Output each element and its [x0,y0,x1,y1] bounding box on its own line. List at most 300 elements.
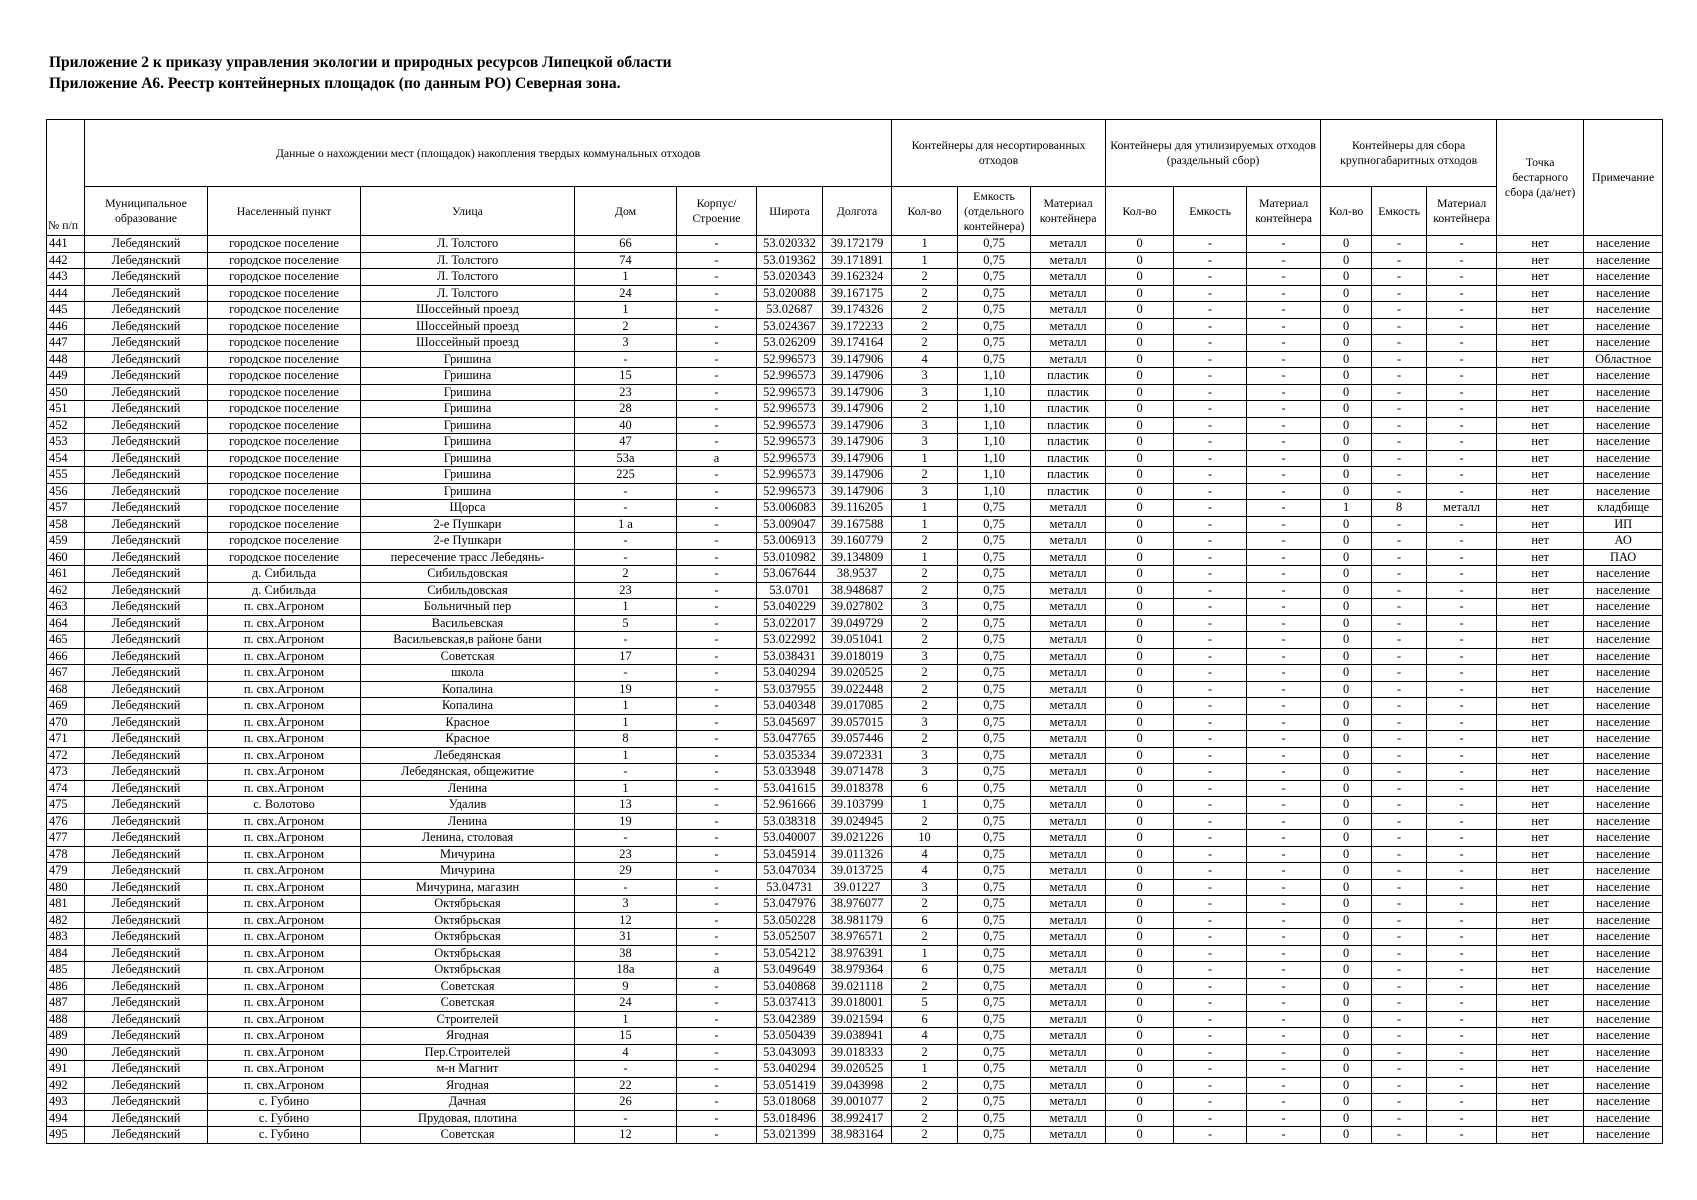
longitude-cell: 39.013725 [823,863,892,880]
recyclable-capacity-cell: - [1174,1094,1247,1111]
table-row [47,351,1663,368]
bulky-count-cell: 0 [1321,698,1372,715]
table-row [47,335,1663,352]
recyclable-count-cell: 0 [1106,830,1174,847]
note-cell: население [1584,698,1663,715]
containerless-cell: нет [1497,978,1584,995]
table-row [47,516,1663,533]
unsorted-capacity-cell: 0,75 [958,1061,1031,1078]
table-row [47,1061,1663,1078]
bulky-capacity-cell: - [1372,648,1427,665]
recyclable-material-cell: - [1247,236,1321,253]
house-cell: 1 [575,698,677,715]
note-cell: население [1584,896,1663,913]
table-row [47,995,1663,1012]
bulky-capacity-cell: - [1372,566,1427,583]
table-row [47,384,1663,401]
row-number-cell: 466 [47,648,85,665]
recyclable-count-cell: 0 [1106,698,1174,715]
header-building: Корпус/ Строение [677,187,757,236]
house-cell: 24 [575,285,677,302]
latitude-cell: 52.996573 [757,450,823,467]
building-cell: - [677,929,757,946]
recyclable-material-cell: - [1247,500,1321,517]
containerless-cell: нет [1497,1061,1584,1078]
recyclable-count-cell: 0 [1106,582,1174,599]
note-cell: население [1584,1094,1663,1111]
street-cell: Октябрьская [361,945,575,962]
longitude-cell: 39.001077 [823,1094,892,1111]
unsorted-capacity-cell: 0,75 [958,1011,1031,1028]
settlement-cell: п. свх.Агроном [208,830,361,847]
longitude-cell: 39.103799 [823,797,892,814]
unsorted-count-cell: 3 [892,747,958,764]
unsorted-count-cell: 2 [892,1044,958,1061]
unsorted-capacity-cell: 0,75 [958,1044,1031,1061]
settlement-cell: п. свх.Агроном [208,714,361,731]
municipality-cell: Лебедянский [85,401,208,418]
table-row [47,1127,1663,1144]
header-recyclable-material: Материал контейнера [1247,187,1321,236]
recyclable-capacity-cell: - [1174,698,1247,715]
bulky-material-cell: - [1427,401,1497,418]
bulky-capacity-cell: - [1372,368,1427,385]
recyclable-capacity-cell: - [1174,483,1247,500]
bulky-capacity-cell: - [1372,615,1427,632]
table-row [47,665,1663,682]
bulky-count-cell: 0 [1321,632,1372,649]
recyclable-count-cell: 0 [1106,780,1174,797]
recyclable-count-cell: 0 [1106,945,1174,962]
house-cell: 3 [575,335,677,352]
table-row [47,747,1663,764]
note-cell: население [1584,879,1663,896]
row-number-cell: 492 [47,1077,85,1094]
unsorted-count-cell: 2 [892,698,958,715]
house-cell: 9 [575,978,677,995]
unsorted-count-cell: 4 [892,846,958,863]
recyclable-capacity-cell: - [1174,1127,1247,1144]
street-cell: Копалина [361,681,575,698]
containerless-cell: нет [1497,1028,1584,1045]
bulky-capacity-cell: - [1372,401,1427,418]
recyclable-material-cell: - [1247,1127,1321,1144]
longitude-cell: 38.992417 [823,1110,892,1127]
recyclable-count-cell: 0 [1106,434,1174,451]
table-row [47,813,1663,830]
bulky-material-cell: - [1427,780,1497,797]
municipality-cell: Лебедянский [85,615,208,632]
bulky-count-cell: 0 [1321,434,1372,451]
bulky-count-cell: 0 [1321,302,1372,319]
municipality-cell: Лебедянский [85,846,208,863]
house-cell: 2 [575,318,677,335]
recyclable-material-cell: - [1247,912,1321,929]
building-cell: - [677,1110,757,1127]
table-row [47,450,1663,467]
longitude-cell: 39.018019 [823,648,892,665]
unsorted-material-cell: металл [1031,549,1106,566]
street-cell: Шоссейный проезд [361,335,575,352]
table-row [47,830,1663,847]
row-number-cell: 495 [47,1127,85,1144]
bulky-capacity-cell: - [1372,1044,1427,1061]
recyclable-capacity-cell: - [1174,582,1247,599]
row-number-cell: 451 [47,401,85,418]
containerless-cell: нет [1497,500,1584,517]
table-row [47,698,1663,715]
bulky-count-cell: 0 [1321,615,1372,632]
row-number-cell: 467 [47,665,85,682]
unsorted-count-cell: 3 [892,434,958,451]
municipality-cell: Лебедянский [85,714,208,731]
bulky-capacity-cell: - [1372,912,1427,929]
row-number-cell: 442 [47,252,85,269]
settlement-cell: п. свх.Агроном [208,764,361,781]
unsorted-count-cell: 2 [892,533,958,550]
bulky-count-cell: 0 [1321,1127,1372,1144]
note-cell: население [1584,731,1663,748]
house-cell: 19 [575,813,677,830]
street-cell: Ленина, столовая [361,830,575,847]
bulky-material-cell: - [1427,368,1497,385]
unsorted-material-cell: металл [1031,747,1106,764]
municipality-cell: Лебедянский [85,731,208,748]
bulky-count-cell: 0 [1321,384,1372,401]
house-cell: 1 а [575,516,677,533]
bulky-material-cell: - [1427,1028,1497,1045]
recyclable-capacity-cell: - [1174,929,1247,946]
house-cell: 23 [575,384,677,401]
row-number-cell: 494 [47,1110,85,1127]
unsorted-count-cell: 1 [892,500,958,517]
building-cell: - [677,863,757,880]
street-cell: Васильевская [361,615,575,632]
unsorted-material-cell: металл [1031,252,1106,269]
latitude-cell: 53.020088 [757,285,823,302]
latitude-cell: 53.050439 [757,1028,823,1045]
municipality-cell: Лебедянский [85,450,208,467]
bulky-capacity-cell: - [1372,236,1427,253]
bulky-capacity-cell: - [1372,483,1427,500]
latitude-cell: 53.006913 [757,533,823,550]
bulky-material-cell: - [1427,912,1497,929]
house-cell: 1 [575,269,677,286]
recyclable-count-cell: 0 [1106,252,1174,269]
unsorted-capacity-cell: 0,75 [958,549,1031,566]
recyclable-material-cell: - [1247,269,1321,286]
building-cell: - [677,1077,757,1094]
containerless-cell: нет [1497,582,1584,599]
municipality-cell: Лебедянский [85,467,208,484]
note-cell: кладбище [1584,500,1663,517]
building-cell: - [677,483,757,500]
header-longitude: Долгота [823,187,892,236]
settlement-cell: п. свх.Агроном [208,665,361,682]
longitude-cell: 39.043998 [823,1077,892,1094]
settlement-cell: п. свх.Агроном [208,995,361,1012]
building-cell: а [677,962,757,979]
building-cell: - [677,879,757,896]
house-cell: 4 [575,1044,677,1061]
settlement-cell: п. свх.Агроном [208,632,361,649]
street-cell: Гришина [361,384,575,401]
municipality-cell: Лебедянский [85,533,208,550]
document-title-line-1: Приложение 2 к приказу управления экологии и природных ресурсов Липецкой области [49,54,672,71]
bulky-material-cell: - [1427,1110,1497,1127]
recyclable-count-cell: 0 [1106,846,1174,863]
settlement-cell: п. свх.Агроном [208,945,361,962]
containerless-cell: нет [1497,962,1584,979]
recyclable-capacity-cell: - [1174,615,1247,632]
house-cell: 24 [575,995,677,1012]
municipality-cell: Лебедянский [85,417,208,434]
bulky-material-cell: - [1427,1077,1497,1094]
recyclable-count-cell: 0 [1106,1028,1174,1045]
longitude-cell: 38.976077 [823,896,892,913]
building-cell: - [677,632,757,649]
recyclable-count-cell: 0 [1106,599,1174,616]
containerless-cell: нет [1497,467,1584,484]
note-cell: население [1584,401,1663,418]
building-cell: - [677,846,757,863]
recyclable-capacity-cell: - [1174,417,1247,434]
containerless-cell: нет [1497,912,1584,929]
municipality-cell: Лебедянский [85,434,208,451]
recyclable-material-cell: - [1247,929,1321,946]
building-cell: - [677,681,757,698]
house-cell: - [575,1110,677,1127]
bulky-count-cell: 0 [1321,797,1372,814]
unsorted-count-cell: 2 [892,285,958,302]
bulky-capacity-cell: - [1372,450,1427,467]
unsorted-count-cell: 4 [892,1028,958,1045]
note-cell: население [1584,797,1663,814]
note-cell: население [1584,813,1663,830]
street-cell: Л. Толстого [361,252,575,269]
settlement-cell: п. свх.Агроном [208,648,361,665]
row-number-cell: 493 [47,1094,85,1111]
header-recyclable-count: Кол-во [1106,187,1174,236]
bulky-capacity-cell: - [1372,780,1427,797]
unsorted-material-cell: пластик [1031,483,1106,500]
bulky-capacity-cell: - [1372,863,1427,880]
unsorted-count-cell: 1 [892,516,958,533]
recyclable-count-cell: 0 [1106,1127,1174,1144]
building-cell: - [677,1094,757,1111]
bulky-material-cell: - [1427,516,1497,533]
street-cell: Пер.Строителей [361,1044,575,1061]
bulky-material-cell: - [1427,879,1497,896]
table-row [47,780,1663,797]
row-number-cell: 450 [47,384,85,401]
containerless-cell: нет [1497,615,1584,632]
recyclable-material-cell: - [1247,566,1321,583]
street-cell: Советская [361,978,575,995]
street-cell: Советская [361,648,575,665]
row-number-cell: 453 [47,434,85,451]
bulky-capacity-cell: - [1372,813,1427,830]
house-cell: 26 [575,1094,677,1111]
row-number-cell: 480 [47,879,85,896]
latitude-cell: 53.040294 [757,1061,823,1078]
building-cell: - [677,252,757,269]
building-cell: - [677,318,757,335]
bulky-count-cell: 0 [1321,236,1372,253]
bulky-capacity-cell: - [1372,1028,1427,1045]
recyclable-capacity-cell: - [1174,1077,1247,1094]
recyclable-material-cell: - [1247,698,1321,715]
house-cell: 19 [575,681,677,698]
house-cell: - [575,351,677,368]
latitude-cell: 53.024367 [757,318,823,335]
row-number-cell: 485 [47,962,85,979]
unsorted-capacity-cell: 0,75 [958,681,1031,698]
containerless-cell: нет [1497,335,1584,352]
bulky-count-cell: 0 [1321,995,1372,1012]
recyclable-material-cell: - [1247,978,1321,995]
recyclable-count-cell: 0 [1106,1077,1174,1094]
unsorted-material-cell: металл [1031,698,1106,715]
municipality-cell: Лебедянский [85,236,208,253]
bulky-material-cell: - [1427,236,1497,253]
unsorted-count-cell: 2 [892,731,958,748]
latitude-cell: 53.047976 [757,896,823,913]
bulky-material-cell: - [1427,764,1497,781]
bulky-capacity-cell: - [1372,978,1427,995]
note-cell: население [1584,912,1663,929]
street-cell: Дачная [361,1094,575,1111]
unsorted-capacity-cell: 0,75 [958,1028,1031,1045]
latitude-cell: 53.040348 [757,698,823,715]
municipality-cell: Лебедянский [85,962,208,979]
building-cell: - [677,533,757,550]
recyclable-material-cell: - [1247,417,1321,434]
latitude-cell: 53.04731 [757,879,823,896]
row-number-cell: 446 [47,318,85,335]
row-number-cell: 482 [47,912,85,929]
row-number-cell: 491 [47,1061,85,1078]
latitude-cell: 53.026209 [757,335,823,352]
registry-table [46,119,1663,1144]
recyclable-capacity-cell: - [1174,516,1247,533]
unsorted-material-cell: металл [1031,1127,1106,1144]
latitude-cell: 53.045914 [757,846,823,863]
bulky-capacity-cell: - [1372,797,1427,814]
containerless-cell: нет [1497,714,1584,731]
longitude-cell: 38.976391 [823,945,892,962]
unsorted-count-cell: 3 [892,764,958,781]
building-cell: - [677,417,757,434]
longitude-cell: 39.116205 [823,500,892,517]
recyclable-count-cell: 0 [1106,681,1174,698]
row-number-cell: 470 [47,714,85,731]
house-cell: 13 [575,797,677,814]
municipality-cell: Лебедянский [85,648,208,665]
unsorted-material-cell: металл [1031,500,1106,517]
latitude-cell: 53.038318 [757,813,823,830]
table-row [47,879,1663,896]
bulky-count-cell: 0 [1321,896,1372,913]
note-cell: население [1584,1061,1663,1078]
table-row [47,863,1663,880]
note-cell: население [1584,434,1663,451]
building-cell: - [677,335,757,352]
unsorted-material-cell: металл [1031,731,1106,748]
recyclable-count-cell: 0 [1106,335,1174,352]
longitude-cell: 39.171891 [823,252,892,269]
longitude-cell: 39.020525 [823,665,892,682]
latitude-cell: 53.040868 [757,978,823,995]
unsorted-count-cell: 2 [892,335,958,352]
unsorted-material-cell: металл [1031,236,1106,253]
latitude-cell: 53.040007 [757,830,823,847]
unsorted-material-cell: металл [1031,912,1106,929]
recyclable-capacity-cell: - [1174,236,1247,253]
bulky-capacity-cell: - [1372,879,1427,896]
note-cell: население [1584,1028,1663,1045]
bulky-capacity-cell: - [1372,582,1427,599]
unsorted-count-cell: 2 [892,1094,958,1111]
recyclable-count-cell: 0 [1106,1094,1174,1111]
municipality-cell: Лебедянский [85,1094,208,1111]
unsorted-count-cell: 1 [892,549,958,566]
bulky-count-cell: 0 [1321,483,1372,500]
latitude-cell: 53.0701 [757,582,823,599]
row-number-cell: 449 [47,368,85,385]
building-cell: - [677,384,757,401]
table-row [47,483,1663,500]
unsorted-capacity-cell: 0,75 [958,285,1031,302]
bulky-material-cell: - [1427,599,1497,616]
bulky-material-cell: - [1427,896,1497,913]
building-cell: - [677,797,757,814]
note-cell: население [1584,302,1663,319]
containerless-cell: нет [1497,747,1584,764]
recyclable-capacity-cell: - [1174,401,1247,418]
bulky-count-cell: 0 [1321,533,1372,550]
recyclable-capacity-cell: - [1174,830,1247,847]
building-cell: - [677,1127,757,1144]
unsorted-count-cell: 2 [892,978,958,995]
building-cell: - [677,978,757,995]
latitude-cell: 53.047765 [757,731,823,748]
recyclable-count-cell: 0 [1106,1061,1174,1078]
house-cell: - [575,632,677,649]
note-cell: население [1584,714,1663,731]
bulky-count-cell: 0 [1321,912,1372,929]
header-recyclable-capacity: Емкость [1174,187,1247,236]
bulky-count-cell: 0 [1321,780,1372,797]
note-cell: население [1584,615,1663,632]
latitude-cell: 53.020332 [757,236,823,253]
bulky-capacity-cell: - [1372,731,1427,748]
recyclable-count-cell: 0 [1106,516,1174,533]
containerless-cell: нет [1497,945,1584,962]
building-cell: - [677,285,757,302]
header-bulky-count: Кол-во [1321,187,1372,236]
unsorted-capacity-cell: 1,10 [958,384,1031,401]
building-cell: - [677,945,757,962]
bulky-capacity-cell: - [1372,533,1427,550]
table-row [47,1044,1663,1061]
bulky-count-cell: 0 [1321,1110,1372,1127]
unsorted-material-cell: металл [1031,846,1106,863]
building-cell: - [677,648,757,665]
row-number-cell: 475 [47,797,85,814]
recyclable-material-cell: - [1247,1011,1321,1028]
row-number-cell: 452 [47,417,85,434]
